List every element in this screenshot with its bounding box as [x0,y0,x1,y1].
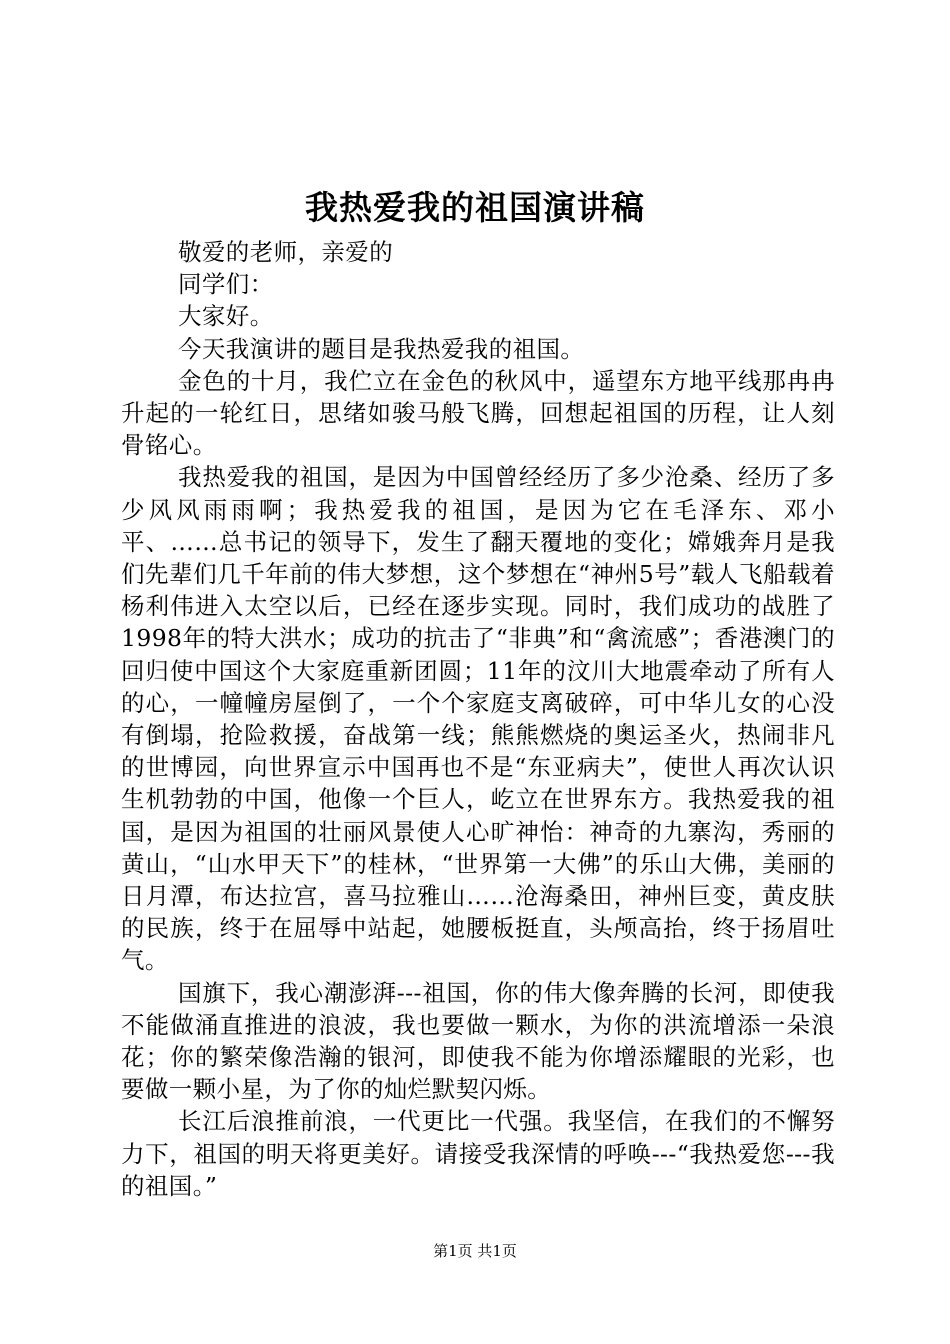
paragraph-main: 我热爱我的祖国，是因为中国曾经经历了多少沧桑、经历了多少风风雨雨啊；我热爱我的祖国，是因为它在毛泽东、邓小平、……总书记的领导下，发生了翻天覆地的变化；嫦娥奔月是我们先辈们几千年前的伟大梦想，这个梦想在“神州5号”载人飞船载着杨利伟进入太空以后，已经在逐步实现。同时，我们成功的战胜了1998年的特大洪水；成功的抗击了“非典”和“禽流感”；香港澳门的回归使中国这个大家庭重新团圆；11年的汶川大地震牵动了所有人的心，一幢幢房屋倒了，一个个家庭支离破碎，可中华儿女的心没有倒塌，抢险救援，奋战第一线；熊熊燃烧的奥运圣火，热闹非凡的世博园，向世界宣示中国再也不是“东亚病夫”，使世人再次认识生机勃勃的中国，他像一个巨人，屹立在世界东方。我热爱我的祖国，是因为祖国的壮丽风景使人心旷神怡：神奇的九寨沟，秀丽的黄山，“山水甲天下”的桂林，“世界第一大佛”的乐山大佛，美丽的日月潭，布达拉宫，喜马拉雅山……沧海桑田，神州巨变，黄皮肤的民族，终于在屈辱中站起，她腰板挺直，头颅高抬，终于扬眉吐气。 [121,463,835,975]
paragraph-intro: 金色的十月，我伫立在金色的秋风中，遥望东方地平线那冉冉升起的一轮红日，思绪如骏马般飞腾，回想起祖国的历程，让人刻骨铭心。 [121,366,835,460]
paragraph-hello: 大家好。 [178,302,274,331]
page-number-footer: 第1页 共1页 [433,1242,517,1260]
document-body [121,236,835,1202]
paragraph-greeting-1: 敬爱的老师，亲爱的 [178,238,394,266]
paragraph-flag: 国旗下，我心潮澎湃---祖国，你的伟大像奔腾的长河，即使我不能做涌直推进的浪波，我也要做一颗水，为你的洪流增添一朵浪花；你的繁荣像浩瀚的银河，即使我不能为你增添耀眼的光彩，也要做一颗小星，为了你的灿烂默契闪烁。 [121,978,835,1104]
paragraph-greeting-2: 同学们： [178,270,274,299]
document-title: 我热爱我的祖国演讲稿 [305,188,645,227]
paragraph-topic: 今天我演讲的题目是我热爱我的祖国。 [178,334,585,363]
paragraph-conclusion: 长江后浪推前浪，一代更比一代强。我坚信，在我们的不懈努力下，祖国的明天将更美好。请接受我深情的呼唤---“我热爱您---我的祖国。” [121,1107,835,1200]
